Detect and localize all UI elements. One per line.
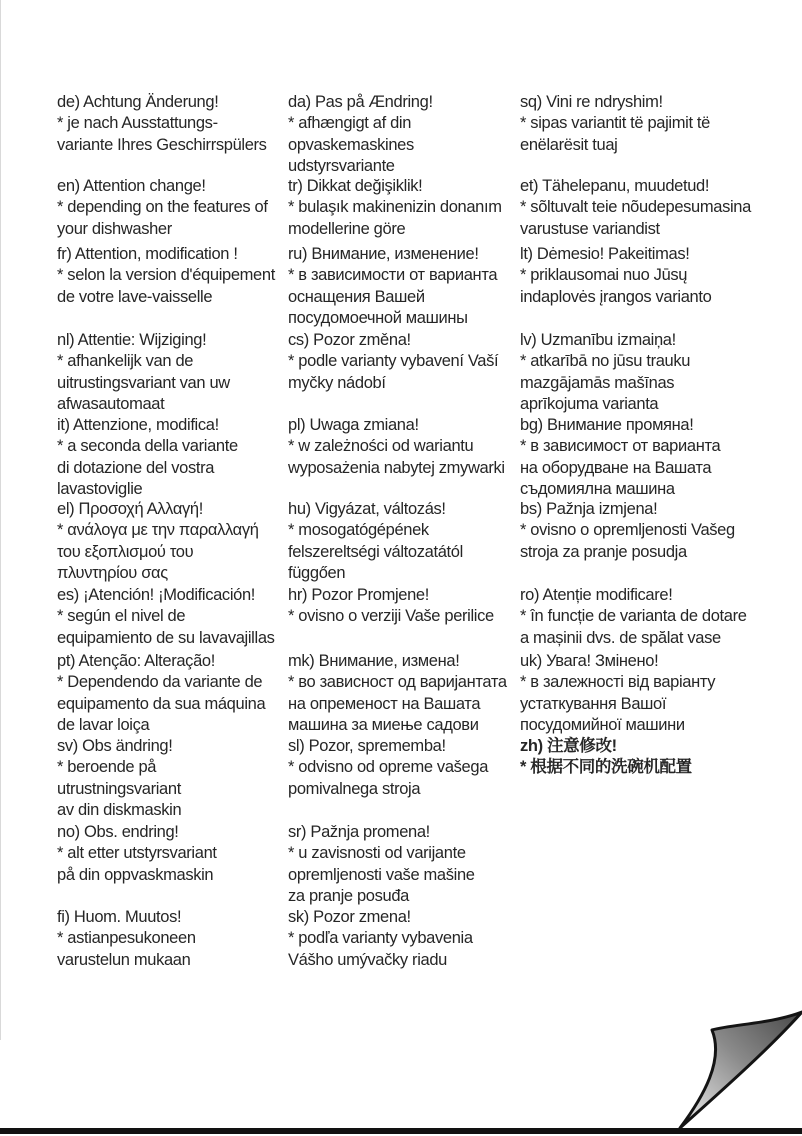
language-block-pt [57,651,265,737]
language-title-line: es) ¡Atención! ¡Modificación! [57,586,256,604]
language-block-da [288,92,433,178]
language-text-line: * depending on the features of [57,198,268,217]
language-text-line: de lavar loiça [57,716,150,735]
language-text-line: varustuse variandist [520,219,660,238]
language-text-line: de votre lave-vaisselle [57,287,213,306]
language-title-line: lv) Uzmanību izmaiņa! [520,331,676,349]
language-text-line: felszereltségi változatától [288,542,463,561]
language-text-line: equipamento da sua máquina [57,694,266,713]
language-title-line: pt) Atenção: Alteração! [57,652,215,670]
language-text-line: utrustningsvariant [57,779,181,798]
language-text-line: съдомиялна машина [520,480,675,499]
language-text-line: mazgājamās mašīnas [520,373,675,392]
language-text-line: modellerine göre [288,219,406,238]
language-text-line: wyposażenia nabytej zmywarki [288,458,505,477]
language-text-line: * atkarībā no jūsu trauku [520,352,691,371]
language-block-tr [288,176,502,240]
language-text-line: equipamiento de su lavavajillas [57,628,275,647]
language-text-line: машина за миење садови [288,716,479,735]
language-text-line: * w zależności od wariantu [288,437,474,456]
language-text-line: pomivalnega stroja [288,779,421,798]
language-text-line: a mașinii dvs. de spălat vase [520,628,721,647]
language-block-no [57,822,217,886]
language-text-line: на опременост на Вашата [288,694,481,713]
language-block-ru [288,244,497,330]
language-block-cs [288,330,498,394]
language-title-line: sq) Vini re ndryshim! [520,93,663,111]
language-text-line: függően [288,564,346,583]
language-block-it [57,415,238,501]
language-block-sv [57,736,181,822]
language-text-line: * afhankelijk van de [57,352,194,371]
language-block-el [57,499,259,585]
page-curl-shape [680,1012,802,1128]
left-edge-shadow [0,0,1,1040]
language-text-line: * bulaşık makinenizin donanım [288,198,502,217]
language-block-sk [288,907,473,971]
language-title-line: de) Achtung Änderung! [57,93,219,111]
language-title-line: sl) Pozor, sprememba! [288,737,446,755]
language-block-de [57,92,267,156]
language-text-line: * Dependendo da variante de [57,673,263,692]
language-block-pl [288,415,505,479]
language-title-line: en) Attention change! [57,177,206,195]
language-text-line: * je nach Ausstattungs- [57,114,218,133]
language-text-line: * ανάλογα με την παραλλαγή [57,521,259,540]
language-text-line: * sõltuvalt teie nõudepesumasina [520,198,751,217]
language-text-line: Vášho umývačky riadu [288,950,447,969]
language-title-line: pl) Uwaga zmiana! [288,416,419,434]
language-title-line: bs) Pažnja izmjena! [520,500,658,518]
language-title-line: no) Obs. endring! [57,823,179,841]
language-block-hu [288,499,463,585]
language-text-line: * în funcție de varianta de dotare [520,607,747,626]
language-text-line: * selon la version d'équipement [57,266,275,285]
language-block-bg [520,415,720,501]
language-text-line: indaplovės įrangos varianto [520,287,712,306]
language-title-line: et) Tähelepanu, muudetud! [520,177,710,195]
language-block-zh [520,736,692,779]
language-text-line: посудомийної машини [520,716,685,735]
language-text-line: opremljenosti vaše mašine [288,865,475,884]
language-title-line: hr) Pozor Promjene! [288,586,429,604]
language-text-line: av din diskmaskin [57,801,182,820]
language-text-line: * según el nivel de [57,607,186,626]
language-text-line: enëlarësit tuaj [520,135,618,154]
language-text-line: на оборудване на Вашата [520,458,712,477]
language-text-line: myčky nádobí [288,373,386,392]
language-text-line: * 根据不同的洗碗机配置 [520,758,692,777]
language-block-sr [288,822,475,908]
language-text-line: * в зависимости от варианта [288,266,498,285]
language-title-line: hu) Vigyázat, változás! [288,500,446,518]
language-text-line: * odvisno od opreme vašega [288,758,489,777]
language-title-line: da) Pas på Ændring! [288,93,433,111]
language-title-line: sr) Pažnja promena! [288,823,430,841]
language-block-en [57,176,268,240]
language-block-ro [520,585,747,649]
language-text-line: aprīkojuma varianta [520,395,659,414]
language-text-line: * podle varianty vybavení Vaší [288,352,499,371]
language-text-line: variante Ihres Geschirrspülers [57,135,267,154]
language-text-line: * beroende på [57,758,157,777]
language-text-line: * priklausomai nuo Jūsų [520,266,688,285]
language-text-line: оснащения Вашей [288,287,425,306]
language-block-uk [520,651,715,737]
language-text-line: på din oppvaskmaskin [57,865,214,884]
language-text-line: * podľa varianty vybavenia [288,929,473,948]
language-title-line: sk) Pozor zmena! [288,908,411,926]
language-block-mk [288,651,507,737]
language-title-line: ru) Внимание, изменение! [288,245,479,263]
language-title-line: el) Προσοχή Αλλαγή! [57,500,203,518]
language-text-line: * mosogatógépének [288,521,429,540]
language-text-line: za pranje posuđa [288,887,409,906]
language-block-nl [57,330,230,416]
language-text-line: di dotazione del vostra [57,458,215,477]
language-block-es [57,585,275,649]
language-title-line: tr) Dikkat değişiklik! [288,177,423,195]
language-block-sq [520,92,710,156]
language-block-fr [57,244,275,308]
language-text-line: lavastoviglie [57,480,143,499]
language-text-line: του εξοπλισμού του [57,542,194,561]
language-text-line: * a seconda della variante [57,437,238,456]
language-block-bs [520,499,735,563]
language-text-line: afwasautomaat [57,395,165,414]
language-block-fi [57,907,196,971]
language-text-line: * sipas variantit të pajimit të [520,114,710,133]
language-text-line: * в зависимост от варианта [520,437,721,456]
language-title-line: fr) Attention, modification ! [57,245,238,263]
language-text-line: varustelun mukaan [57,950,191,969]
language-text-line: * u zavisnosti od varijante [288,844,466,863]
language-title-line: nl) Attentie: Wijziging! [57,331,207,349]
bottom-bar [0,1128,802,1134]
language-block-et [520,176,751,240]
language-title-line: ro) Atenție modificare! [520,586,673,604]
language-block-hr [288,585,494,628]
language-title-line: sv) Obs ändring! [57,737,173,755]
language-text-line: * в залежності від варіанту [520,673,716,692]
language-block-sl [288,736,488,800]
language-text-line: your dishwasher [57,219,172,238]
language-title-line: bg) Внимание промяна! [520,416,694,434]
language-text-line: * alt etter utstyrsvariant [57,844,217,863]
language-block-lt [520,244,711,308]
language-title-line: fi) Huom. Muutos! [57,908,182,926]
language-text-line: * ovisno o verziji Vaše perilice [288,607,494,626]
language-text-line: * во зависност од варијантата [288,673,507,692]
language-text-line: opvaskemaskines [288,135,414,154]
language-text-line: udstyrsvariante [288,157,395,176]
language-text-line: stroja za pranje posudja [520,542,687,561]
language-text-line: устаткування Вашої [520,694,667,713]
language-title-line: cs) Pozor změna! [288,331,411,349]
language-text-line: uitrustingsvariant van uw [57,373,230,392]
language-text-line: * afhængigt af din [288,114,412,133]
language-text-line: * astianpesukoneen [57,929,196,948]
language-title-line: mk) Внимание, измена! [288,652,460,670]
language-text-line: πλυντηρίου σας [57,564,168,583]
language-text-line: посудомоечной машины [288,309,468,328]
language-title-line: it) Attenzione, modifica! [57,416,219,434]
language-title-line: uk) Увага! Змінено! [520,652,659,670]
language-title-line: lt) Dėmesio! Pakeitimas! [520,245,690,263]
language-title-line: zh) 注意修改! [520,737,617,755]
language-text-line: * ovisno o opremljenosti Vašeg [520,521,735,540]
page-curl-graphic [598,994,802,1136]
language-block-lv [520,330,690,416]
